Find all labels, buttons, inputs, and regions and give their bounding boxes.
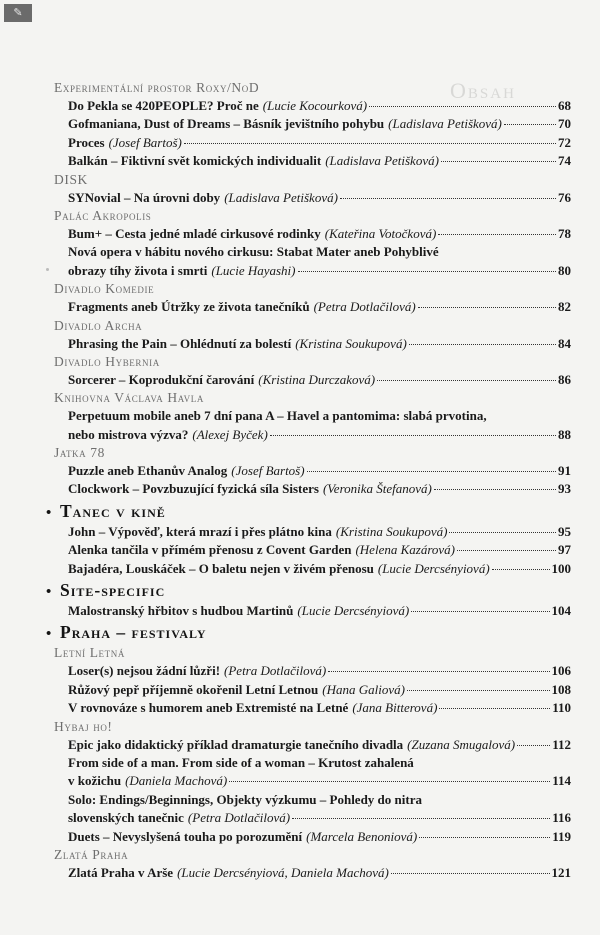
- toc-entry[interactable]: [68, 134, 571, 152]
- toc-entry-author: (Ladislava Petišková): [325, 153, 439, 169]
- dot-leader: [438, 234, 556, 235]
- toc-entry[interactable]: [68, 189, 571, 207]
- dot-leader: [492, 569, 550, 570]
- dot-leader: [369, 106, 556, 107]
- toc-entry-author: (Lucie Dercsényiová, Daniela Machová): [177, 864, 389, 880]
- toc-entry[interactable]: [68, 115, 571, 133]
- toc-entry-title: Fragments aneb Útržky ze života tanečníků: [68, 299, 310, 315]
- toc-entry-author: (Kristina Durczaková): [258, 371, 376, 387]
- toc-entry[interactable]: [68, 560, 571, 578]
- table-of-contents: [46, 79, 571, 882]
- toc-entry-title: Epic jako didaktický příklad dramaturgie tanečního divadla: [68, 736, 404, 752]
- dot-leader: [184, 143, 556, 144]
- dot-leader: [434, 489, 556, 490]
- toc-entry-line: [68, 97, 571, 115]
- chapter-heading-text: Praha – festivaly: [60, 622, 207, 643]
- toc-entry[interactable]: [68, 754, 571, 791]
- toc-page-number: 119: [552, 828, 571, 844]
- toc-entry-line: [68, 115, 571, 133]
- toc-entry-line: [68, 523, 571, 541]
- dot-leader: [449, 532, 556, 533]
- toc-page-number: 76: [558, 189, 571, 205]
- toc-entry[interactable]: [68, 480, 571, 498]
- toc-entry-title: From side of a man. From side of a woman – Krutost zahalená: [68, 754, 414, 770]
- toc-entry-line: [68, 699, 571, 717]
- toc-entry-line: [68, 864, 571, 882]
- toc-entry-title: v kožichu: [68, 773, 122, 789]
- toc-entry-author: (Lucie Dercsényiová): [297, 603, 410, 619]
- toc-entry-author: (Petra Dotlačilová): [224, 663, 327, 679]
- toc-entry[interactable]: [68, 828, 571, 846]
- toc-entry[interactable]: [68, 225, 571, 243]
- toc-entry-line: [68, 541, 571, 559]
- toc-entry-title: John – Výpověď, která mrazí i přes plátno kina: [68, 523, 332, 539]
- toc-entry-author: (Kristina Soukupová): [295, 335, 407, 351]
- toc-page-number: 78: [558, 225, 571, 241]
- toc-page-number: 72: [558, 134, 571, 150]
- dot-leader: [411, 611, 549, 612]
- toc-entry-author: (Kristina Soukupová): [335, 523, 448, 539]
- toc-entry-title: Perpetuum mobile aneb 7 dní pana A – Havel a pantomima: slabá prvotina,: [68, 408, 487, 424]
- toc-page-number: 84: [558, 335, 571, 351]
- section-heading: Divadlo Hybernia: [54, 353, 160, 369]
- dot-leader: [419, 837, 550, 838]
- dot-leader: [441, 161, 556, 162]
- toc-entry-line: [68, 262, 571, 280]
- toc-entry-line: [68, 791, 571, 809]
- toc-entry-title: Puzzle aneb Ethanův Analog: [68, 463, 228, 479]
- dot-leader: [328, 671, 549, 672]
- toc-entry-title: Phrasing the Pain – Ohlédnutí za bolestí: [68, 335, 292, 351]
- toc-page-number: 74: [558, 153, 571, 169]
- toc-entry-title: Růžový pepř příjemně okořenil Letní Letnou: [68, 681, 319, 697]
- toc-entry-line: [68, 681, 571, 699]
- toc-entry-line: [68, 480, 571, 498]
- toc-entry-line: [68, 828, 571, 846]
- toc-entry-author: (Daniela Machová): [125, 773, 228, 789]
- toc-entry-line: [68, 772, 571, 790]
- section-heading: Knihovna Václava Havla: [54, 390, 204, 406]
- toc-entry-title: Bajadéra, Louskáček – O baletu nejen v živém přenosu: [68, 560, 374, 576]
- toc-page-number: 88: [558, 426, 571, 442]
- dot-leader: [418, 307, 556, 308]
- toc-entry[interactable]: [68, 152, 571, 170]
- toc-entry[interactable]: [68, 736, 571, 754]
- toc-entry-title: SYNovial – Na úrovni doby: [68, 189, 221, 205]
- dot-leader: [229, 781, 550, 782]
- toc-entry-author: (Marcela Benoniová): [306, 828, 418, 844]
- toc-entry-line: [68, 243, 571, 261]
- toc-entry-line: [68, 754, 571, 772]
- toc-entry[interactable]: [68, 243, 571, 280]
- toc-entry-line: [68, 298, 571, 316]
- toc-entry-title: Duets – Nevyslyšená touha po porozumění: [68, 828, 303, 844]
- toc-entry-line: [68, 152, 571, 170]
- toc-entry-line: [68, 462, 571, 480]
- toc-page-number: 121: [551, 864, 571, 880]
- toc-page-number: 68: [558, 98, 571, 113]
- toc-page-number: 97: [558, 542, 571, 558]
- toc-entry-title: Bum+ – Cesta jedné mladé cirkusové rodinky: [68, 225, 321, 241]
- toc-entry-author: (Helena Kazárová): [355, 542, 455, 558]
- toc-entry[interactable]: [68, 541, 571, 559]
- dot-leader: [270, 435, 556, 436]
- dot-leader: [307, 471, 556, 472]
- toc-page-number: 112: [552, 736, 571, 752]
- toc-entry-title: Malostranský hřbitov s hudbou Martinů: [68, 603, 294, 619]
- chapter-heading-text: Site-specific: [60, 580, 166, 601]
- toc-entry-title: Alenka tančila v přímém přenosu z Covent Garden: [68, 542, 352, 558]
- dot-leader: [298, 271, 557, 272]
- dot-leader: [292, 818, 550, 819]
- toc-page-number: 82: [558, 299, 571, 315]
- toc-entry[interactable]: [68, 602, 571, 620]
- dot-leader: [391, 873, 550, 874]
- toc-entry-title: Nová opera v hábitu nového cirkusu: Stabat Mater aneb Pohyblivé: [68, 244, 439, 260]
- toc-entry-author: (Kateřina Votočková): [324, 225, 437, 241]
- toc-entry-author: (Lucie Kocourková): [262, 98, 368, 113]
- toc-entry-author: (Petra Dotlačilová): [187, 810, 291, 826]
- toc-page-number: 95: [558, 523, 571, 539]
- toc-entry-title: Gofmaniana, Dust of Dreams – Básník jevištního pohybu: [68, 116, 385, 132]
- toc-entry-title: slovenských tanečnic: [68, 810, 184, 826]
- toc-entry-title: Loser(s) nejsou žádní lůzři!: [68, 663, 221, 679]
- toc-entry-title: Clockwork – Povzbuzující fyzická síla Sisters: [68, 481, 319, 497]
- toc-entry-title: Do Pekla se 420PEOPLE? Proč ne: [68, 98, 259, 113]
- toc-entry-line: [68, 407, 571, 425]
- logo-icon: ✎: [4, 4, 32, 22]
- dot-leader: [409, 344, 556, 345]
- toc-entry-author: (Jana Bitterová): [352, 700, 438, 716]
- toc-entry-title: Zlatá Praha v Arše: [68, 864, 174, 880]
- toc-entry[interactable]: [68, 864, 571, 882]
- toc-entry[interactable]: [68, 681, 571, 699]
- section-heading: Palác Akropolis: [54, 207, 152, 223]
- dot-leader: [439, 708, 550, 709]
- toc-entry-line: [68, 602, 571, 620]
- toc-entry[interactable]: [68, 371, 571, 389]
- toc-page-number: 106: [551, 663, 571, 679]
- toc-entry[interactable]: [68, 699, 571, 717]
- section-heading: Divadlo Archa: [54, 317, 143, 333]
- toc-entry-line: [68, 189, 571, 207]
- toc-page-number: 108: [551, 681, 571, 697]
- toc-entry-author: (Petra Dotlačilová): [313, 299, 416, 315]
- section-heading: Divadlo Komedie: [54, 281, 155, 297]
- toc-entry-line: [68, 371, 571, 389]
- toc-entry-line: [68, 560, 571, 578]
- bullet-icon: •: [46, 584, 53, 601]
- toc-entry-title: Proces: [68, 134, 105, 150]
- dot-leader: [340, 198, 556, 199]
- toc-entry[interactable]: [68, 97, 571, 115]
- faded-header-text: Obsah: [450, 78, 516, 103]
- toc-entry-author: (Lucie Dercsényiová): [377, 560, 490, 576]
- section-heading: Jatka 78: [54, 445, 105, 461]
- toc-page-number: 80: [558, 262, 571, 278]
- toc-entry-title: V rovnováze s humorem aneb Extremisté na Letné: [68, 700, 349, 716]
- toc-entry[interactable]: [68, 523, 571, 541]
- toc-page-number: 110: [552, 700, 571, 716]
- toc-page-number: 116: [552, 810, 571, 826]
- section-heading: Zlatá Praha: [54, 846, 129, 862]
- section-heading: Letní Letná: [54, 645, 125, 661]
- toc-entry-author: (Veronika Štefanová): [322, 481, 432, 497]
- chapter-heading-text: Tanec v kině: [60, 500, 166, 521]
- toc-entry-author: (Ladislava Petišková): [388, 116, 502, 132]
- toc-entry-title: nebo mistrova výzva?: [68, 426, 189, 442]
- toc-page-number: 70: [558, 116, 571, 132]
- dot-leader: [407, 690, 550, 691]
- toc-entry-author: (Ladislava Petišková): [224, 189, 338, 205]
- section-heading: Hybaj ho!: [54, 718, 113, 734]
- toc-entry-line: [68, 225, 571, 243]
- toc-entry-title: obrazy tíhy života i smrti: [68, 262, 208, 278]
- toc-entry[interactable]: [68, 462, 571, 480]
- toc-entry-line: [68, 809, 571, 827]
- toc-entry-title: Solo: Endings/Beginnings, Objekty výzkumu – Pohledy do nitra: [68, 791, 422, 807]
- toc-entry-author: (Josef Bartoš): [231, 463, 305, 479]
- toc-entry-line: [68, 736, 571, 754]
- toc-entry[interactable]: [68, 407, 571, 444]
- toc-entry-title: Sorcerer – Koprodukční čarování: [68, 371, 255, 387]
- toc-entry-title: Balkán – Fiktivní svět komických individualit: [68, 153, 322, 169]
- toc-page-number: 93: [558, 481, 571, 497]
- dot-leader: [457, 550, 556, 551]
- dot-leader: [517, 745, 550, 746]
- toc-entry[interactable]: [68, 662, 571, 680]
- bullet-icon: •: [46, 626, 53, 643]
- toc-page-number: 86: [558, 371, 571, 387]
- toc-entry-author: (Zuzana Smugalová): [407, 736, 516, 752]
- toc-entry[interactable]: [68, 298, 571, 316]
- dot-leader: [504, 124, 556, 125]
- bullet-icon: •: [46, 504, 53, 521]
- dot-leader: [377, 380, 556, 381]
- toc-entry-line: [68, 134, 571, 152]
- toc-entry-author: (Lucie Hayashi): [211, 262, 296, 278]
- toc-entry-author: (Hana Galiová): [322, 681, 405, 697]
- toc-page-number: 100: [551, 560, 571, 576]
- toc-entry-line: [68, 426, 571, 444]
- toc-page-number: 91: [558, 463, 571, 479]
- toc-entry-author: (Josef Bartoš): [108, 134, 182, 150]
- toc-entry-line: [68, 335, 571, 353]
- toc-entry[interactable]: [68, 791, 571, 828]
- toc-entry-author: (Alexej Byček): [192, 426, 268, 442]
- section-heading: Experimentální prostor Roxy/NoD: [54, 80, 260, 95]
- chapter-heading: [46, 578, 571, 602]
- toc-page-number: 114: [552, 773, 571, 789]
- section-heading: DISK: [54, 171, 88, 187]
- toc-page-number: 104: [551, 603, 571, 619]
- toc-entry[interactable]: [68, 335, 571, 353]
- page-speck: [46, 268, 49, 271]
- chapter-heading: [46, 499, 571, 523]
- chapter-heading: [46, 620, 571, 644]
- toc-entry-line: [68, 662, 571, 680]
